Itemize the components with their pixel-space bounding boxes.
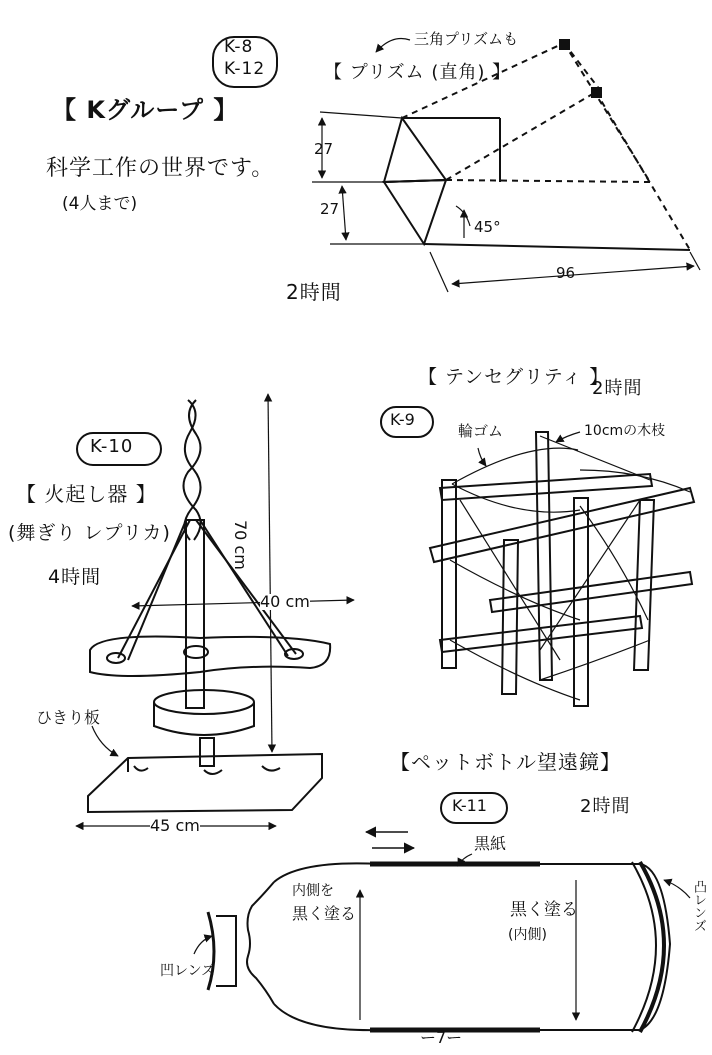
telescope-inside-label-1: 内側を — [292, 883, 334, 899]
telescope-concave-lens: 凹レンズ — [160, 963, 216, 979]
prism-time: 2時間 — [286, 280, 342, 304]
fire-code: K-10 — [90, 436, 134, 457]
telescope-paint-label: 黒く塗る — [510, 900, 578, 920]
k-group-heading: 【 Kグループ 】 — [52, 96, 239, 124]
prism-dim-top: 27 — [314, 140, 334, 158]
fire-width: 40 cm — [260, 592, 310, 611]
tensegrity-rubber-label: 輪ゴム — [458, 422, 504, 440]
prism-lower-face — [384, 180, 446, 244]
fire-subtitle: (舞ぎり レプリカ) — [8, 522, 171, 544]
tensegrity-code: K-9 — [390, 410, 415, 429]
prism-front-face — [384, 118, 446, 182]
tensegrity-title: 【 テンセグリティ 】 — [418, 366, 610, 388]
fire-base-width: 45 cm — [150, 816, 200, 835]
prism-title: 【 プリズム (直角) 】 — [324, 62, 512, 83]
k-group-capacity: (4人まで) — [62, 194, 138, 214]
fire-time: 4時間 — [48, 566, 102, 588]
telescope-time: 2時間 — [580, 796, 631, 817]
telescope-paper-label: 黒紙 — [474, 834, 507, 853]
telescope-inside-label-2: 黒く塗る — [292, 904, 357, 923]
prism-angle: 45° — [474, 218, 501, 236]
tensegrity-drawing — [430, 432, 694, 706]
k-group-description: 科学工作の世界です。 — [46, 156, 275, 181]
k-group-code-1: K-8 — [224, 37, 254, 57]
telescope-convex-lens: 凸レンズ — [691, 880, 706, 932]
prism-note: 三角プリズムも — [414, 30, 519, 48]
telescope-title: 【ペットボトル望遠鏡】 — [390, 750, 621, 774]
tensegrity-time: 2時間 — [592, 378, 643, 399]
tensegrity-stick-label: 10cmの木枝 — [584, 423, 666, 439]
page-number: ー7ー — [420, 1028, 463, 1047]
prism-length: 96 — [556, 264, 576, 282]
fire-title: 【 火起し器 】 — [16, 482, 157, 506]
telescope-code: K-11 — [452, 796, 487, 815]
k-group-code-2: K-12 — [224, 59, 266, 79]
telescope-paint-sub: (内側) — [508, 927, 547, 943]
telescope-drawing — [194, 832, 690, 1032]
prism-dim-bottom: 27 — [320, 200, 340, 218]
fire-height: 70 cm — [231, 520, 250, 570]
fire-base-label: ひきり板 — [36, 708, 101, 727]
